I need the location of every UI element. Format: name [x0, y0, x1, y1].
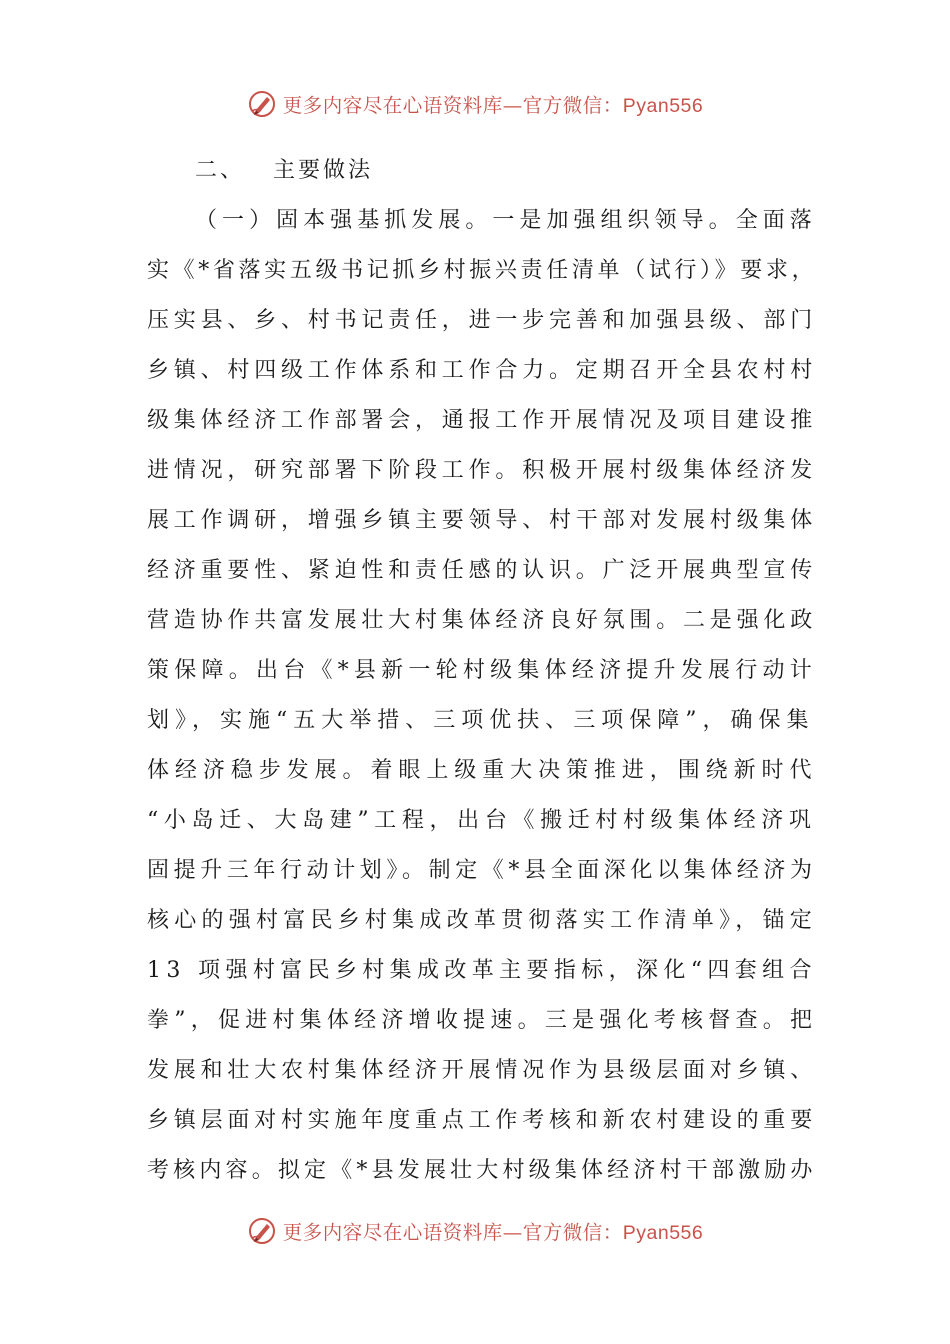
body-line: 发展和壮大农村集体经济开展情况作为县级层面对乡镇、 — [147, 1058, 818, 1083]
banner-text — [283, 1217, 704, 1245]
banner-text-cn: 更多内容尽在心语资料库—官方微信： — [282, 94, 623, 117]
body-line: 拳”，促进村集体经济增收提速。三是强化考核督查。把 — [147, 1008, 818, 1033]
body-line: 经济重要性、紧迫性和责任感的认识。广泛开展典型宣传 — [147, 558, 818, 583]
body-line: 13 项强村富民乡村集成改革主要指标，深化“四套组合 — [147, 958, 817, 983]
body-line: 考核内容。拟定《*县发展壮大村级集体经济村干部激励办 — [147, 1158, 817, 1183]
body-line: 进情况，研究部署下阶段工作。积极开展村级集体经济发 — [147, 458, 818, 483]
pen-logo-icon — [247, 89, 277, 119]
section-title: 主要做法 — [273, 158, 374, 183]
body-line: 乡镇层面对村实施年度重点工作考核和新农村建设的重要 — [147, 1108, 818, 1133]
banner-text-id: Pyan556 — [622, 95, 704, 117]
body-line: （一）固本强基抓发展。一是加强组织领导。全面落 — [195, 208, 817, 233]
body-line: 划》，实施“五大举措、三项优扶、三项保障”，确保集 — [147, 708, 815, 733]
banner-text-cn: 更多内容尽在心语资料库—官方微信： — [282, 1221, 623, 1244]
section-number: 二、 — [195, 158, 246, 183]
body-line: 乡镇、村四级工作体系和工作合力。定期召开全县农村村 — [147, 358, 818, 383]
banner-text-id: Pyan556 — [622, 1222, 704, 1244]
body-line: 展工作调研，增强乡镇主要领导、村干部对发展村级集体 — [147, 508, 818, 533]
footer-watermark-banner — [0, 1211, 950, 1251]
body-line: 级集体经济工作部署会，通报工作开展情况及项目建设推 — [147, 408, 818, 433]
body-line: “小岛迁、大岛建”工程，出台《搬迁村村级集体经济巩 — [147, 808, 817, 833]
pen-logo-icon — [247, 1216, 277, 1246]
body-line: 压实县、乡、村书记责任，进一步完善和加强县级、部门 — [147, 308, 818, 333]
body-line: 固提升三年行动计划》。制定《*县全面深化以集体经济为 — [147, 858, 817, 883]
body-line: 营造协作共富发展壮大村集体经济良好氛围。二是强化政 — [147, 608, 818, 633]
header-watermark-banner — [0, 84, 950, 124]
body-line: 核心的强村富民乡村集成改革贯彻落实工作清单》，锚定 — [147, 908, 818, 933]
body-line: 实《*省落实五级书记抓乡村振兴责任清单（试行）》要求， — [147, 258, 818, 283]
body-line: 体经济稳步发展。着眼上级重大决策推进，围绕新时代 — [147, 758, 818, 783]
banner-text — [283, 90, 704, 118]
section-heading — [195, 146, 373, 196]
body-line: 策保障。出台《*县新一轮村级集体经济提升发展行动计 — [147, 658, 818, 683]
